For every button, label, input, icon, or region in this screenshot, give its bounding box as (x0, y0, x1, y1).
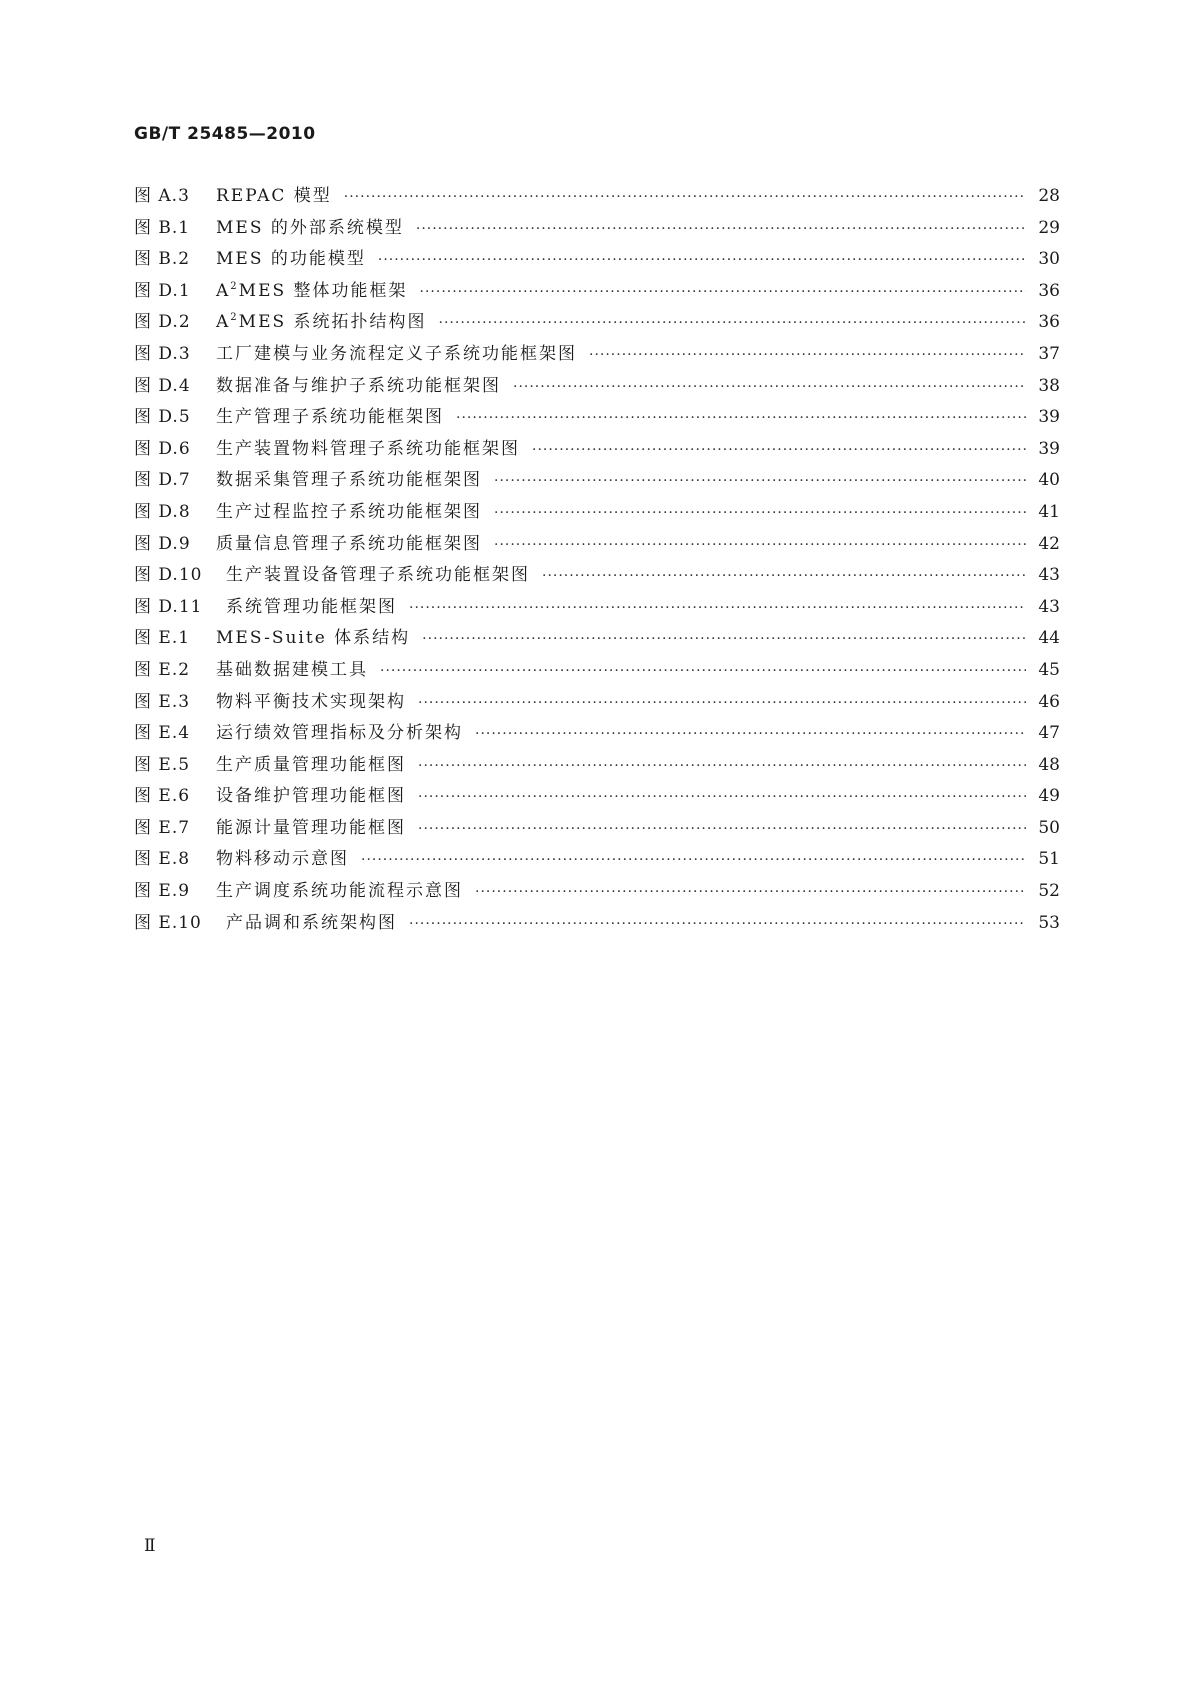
title-text: MES 系统拓扑结构图 (238, 312, 427, 333)
page-reference: 43 (1038, 596, 1060, 617)
title-text: 能源计量管理功能框图 (216, 817, 406, 838)
toc-entry[interactable] (134, 750, 1060, 782)
toc-entry[interactable] (134, 244, 1060, 276)
toc-entry[interactable] (134, 781, 1060, 813)
page-reference: 29 (1038, 217, 1060, 238)
title-text: 运行绩效管理指标及分析架构 (216, 723, 463, 744)
toc-entry[interactable] (134, 434, 1060, 466)
figure-title (226, 560, 542, 585)
page-reference: 41 (1038, 501, 1060, 522)
dot-leader (532, 442, 1026, 458)
figure-number: 图 E.7 (134, 817, 191, 838)
figure-number: 图 D.4 (134, 375, 191, 396)
title-text: 设备维护管理功能框图 (216, 786, 406, 807)
dot-leader (378, 252, 1026, 268)
toc-entry[interactable] (134, 529, 1060, 561)
toc-entry[interactable] (134, 465, 1060, 497)
title-text: MES 的外部系统模型 (216, 217, 404, 238)
title-text: 生产装置物料管理子系统功能框架图 (216, 438, 520, 459)
figure-title (216, 497, 494, 522)
title-superscript: 2 (230, 312, 237, 324)
toc-entry[interactable] (134, 592, 1060, 624)
figure-number: 图 E.9 (134, 881, 191, 902)
figure-title (216, 434, 532, 459)
toc-entry[interactable] (134, 560, 1060, 592)
title-prefix: A (216, 280, 231, 301)
title-text: 产品调和系统架构图 (226, 912, 397, 933)
figure-number: 图 D.3 (134, 343, 191, 364)
dot-leader (361, 852, 1026, 868)
page-reference: 47 (1038, 723, 1060, 744)
dot-leader (344, 189, 1026, 205)
page-reference: 46 (1038, 691, 1060, 712)
figure-title (216, 813, 418, 838)
figure-number: 图 E.10 (134, 912, 202, 933)
figure-number: 图 D.1 (134, 280, 191, 301)
figure-title (216, 529, 494, 554)
dot-leader (409, 600, 1026, 616)
figure-number: 图 D.8 (134, 501, 191, 522)
title-text: MES 整体功能框架 (238, 280, 408, 301)
figure-title (216, 844, 361, 869)
figure-number: 图 D.6 (134, 438, 191, 459)
figure-title (216, 465, 494, 490)
page-reference: 43 (1038, 565, 1060, 586)
toc-entry[interactable] (134, 813, 1060, 845)
page-reference: 52 (1038, 881, 1060, 902)
dot-leader (494, 505, 1026, 521)
title-text: REPAC 模型 (216, 186, 332, 206)
figure-number: 图 E.4 (134, 723, 191, 744)
figure-number: 图 D.5 (134, 407, 191, 428)
dot-leader (475, 884, 1026, 900)
page-reference: 45 (1038, 659, 1060, 680)
figure-number: 图 E.5 (134, 754, 191, 775)
page-reference: 28 (1038, 186, 1060, 206)
figure-number: 图 D.7 (134, 470, 191, 491)
page-reference: 39 (1038, 438, 1060, 459)
figure-number: 图 E.6 (134, 786, 191, 807)
toc-entry[interactable] (134, 181, 1060, 213)
figure-number: 图 D.2 (134, 312, 191, 333)
figure-number: 图 E.8 (134, 849, 191, 870)
page-reference: 50 (1038, 817, 1060, 838)
dot-leader (513, 379, 1026, 395)
toc-entry[interactable] (134, 655, 1060, 687)
title-superscript: 2 (230, 280, 237, 292)
figure-number: 图 D.11 (134, 596, 203, 617)
page-number: Ⅱ (144, 1536, 156, 1556)
figure-title (216, 371, 513, 396)
figure-number: 图 D.9 (134, 533, 191, 554)
figure-title (216, 339, 589, 364)
figure-title (216, 307, 439, 332)
page-reference: 38 (1038, 375, 1060, 396)
page-reference: 44 (1038, 628, 1060, 649)
title-text: 物料平衡技术实现架构 (216, 691, 406, 712)
figure-title (216, 276, 420, 301)
figure-title (216, 718, 475, 743)
figure-title (216, 402, 456, 427)
toc-entry[interactable] (134, 718, 1060, 750)
dot-leader (409, 916, 1026, 932)
title-text: MES 的功能模型 (216, 249, 366, 270)
title-text: 数据准备与维护子系统功能框架图 (216, 375, 501, 396)
page-reference: 42 (1038, 533, 1060, 554)
toc-entry[interactable] (134, 844, 1060, 876)
dot-leader (494, 473, 1026, 489)
figure-number: 图 A.3 (134, 186, 190, 206)
title-text: 生产过程监控子系统功能框架图 (216, 501, 482, 522)
figure-number: 图 E.2 (134, 659, 191, 680)
figure-title (216, 181, 344, 206)
figure-title (216, 655, 380, 680)
title-text: 生产调度系统功能流程示意图 (216, 881, 463, 902)
title-text: 生产管理子系统功能框架图 (216, 407, 444, 428)
dot-leader (420, 284, 1026, 300)
figure-title (216, 876, 475, 901)
figure-title (216, 687, 418, 712)
dot-leader (589, 347, 1026, 363)
figure-title (216, 213, 416, 238)
figure-title (216, 781, 418, 806)
page-reference: 53 (1038, 912, 1060, 933)
title-text: 工厂建模与业务流程定义子系统功能框架图 (216, 343, 577, 364)
title-text: 生产装置设备管理子系统功能框架图 (226, 565, 530, 586)
dot-leader (418, 758, 1026, 774)
figure-title (216, 623, 422, 648)
figure-number: 图 D.10 (134, 565, 203, 586)
page-reference: 49 (1038, 786, 1060, 807)
title-prefix: A (216, 312, 231, 333)
figure-title (226, 908, 409, 933)
figure-title (226, 592, 409, 617)
toc-entry[interactable] (134, 371, 1060, 403)
dot-leader (416, 221, 1026, 237)
page-reference: 37 (1038, 343, 1060, 364)
page-reference: 39 (1038, 407, 1060, 428)
page-reference: 51 (1038, 849, 1060, 870)
page-reference: 48 (1038, 754, 1060, 775)
toc-entry[interactable] (134, 497, 1060, 529)
title-text: 生产质量管理功能框图 (216, 754, 406, 775)
document-code: GB/T 25485—2010 (134, 124, 316, 144)
dot-leader (456, 410, 1026, 426)
dot-leader (475, 726, 1026, 742)
list-of-figures (134, 181, 1060, 939)
title-text: 物料移动示意图 (216, 849, 349, 870)
figure-number: 图 B.2 (134, 249, 191, 270)
toc-entry[interactable] (134, 307, 1060, 339)
page-reference: 36 (1038, 280, 1060, 301)
page-reference: 30 (1038, 249, 1060, 270)
dot-leader (418, 789, 1026, 805)
toc-entry[interactable] (134, 402, 1060, 434)
toc-entry[interactable] (134, 876, 1060, 908)
dot-leader (380, 663, 1026, 679)
title-text: 基础数据建模工具 (216, 659, 368, 680)
page-reference: 36 (1038, 312, 1060, 333)
dot-leader (418, 821, 1026, 837)
toc-entry[interactable] (134, 213, 1060, 245)
toc-entry[interactable] (134, 623, 1060, 655)
dot-leader (418, 695, 1026, 711)
figure-number: 图 B.1 (134, 217, 191, 238)
title-text: 系统管理功能框架图 (226, 596, 397, 617)
toc-entry[interactable] (134, 339, 1060, 371)
figure-title (216, 244, 378, 269)
figure-number: 图 E.1 (134, 628, 191, 649)
dot-leader (439, 315, 1026, 331)
figure-number: 图 E.3 (134, 691, 191, 712)
title-text: 质量信息管理子系统功能框架图 (216, 533, 482, 554)
dot-leader (422, 631, 1026, 647)
dot-leader (494, 537, 1026, 553)
toc-entry[interactable] (134, 908, 1060, 940)
title-text: MES-Suite 体系结构 (216, 628, 411, 649)
figure-title (216, 750, 418, 775)
toc-entry[interactable] (134, 687, 1060, 719)
dot-leader (542, 568, 1026, 584)
toc-entry[interactable] (134, 276, 1060, 308)
title-text: 数据采集管理子系统功能框架图 (216, 470, 482, 491)
page-reference: 40 (1038, 470, 1060, 491)
